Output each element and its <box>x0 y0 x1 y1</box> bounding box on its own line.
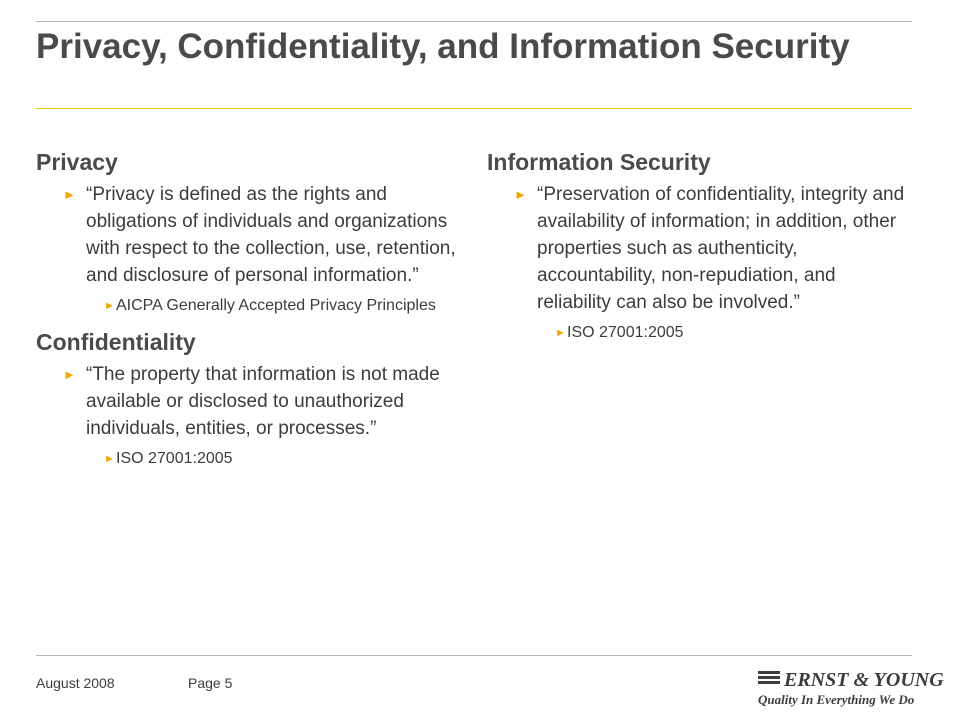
triangle-right-icon: ► <box>63 367 76 382</box>
logo-mark-icon <box>758 671 780 689</box>
top-divider <box>36 21 912 22</box>
triangle-right-icon: ► <box>555 327 566 339</box>
triangle-right-icon: ► <box>514 187 527 202</box>
footer-page-number: Page 5 <box>188 675 233 691</box>
triangle-right-icon: ► <box>104 453 115 465</box>
information-security-quote: “Preservation of confidentiality, integrity and availability of information; in addition, other properties such as authenticity, accountability, non-repudiation, and reliability can also be involved.” <box>537 184 905 313</box>
logo-brand: ERNST & YOUNG <box>784 669 944 691</box>
information-security-source-item <box>487 322 912 344</box>
confidentiality-source-item <box>36 448 476 470</box>
footer-date: August 2008 <box>36 675 115 691</box>
title-underline <box>36 108 912 109</box>
information-security-source: ISO 27001:2005 <box>567 324 684 341</box>
information-security-definition <box>487 181 912 316</box>
privacy-source-item <box>36 295 476 317</box>
footer-divider <box>36 655 912 656</box>
confidentiality-heading: Confidentiality <box>36 329 196 355</box>
triangle-right-icon: ► <box>104 300 115 312</box>
privacy-source: AICPA Generally Accepted Privacy Principles <box>116 297 436 314</box>
slide-title: Privacy, Confidentiality, and Information Security <box>36 27 850 66</box>
privacy-heading: Privacy <box>36 149 118 175</box>
confidentiality-source: ISO 27001:2005 <box>116 450 233 467</box>
information-security-heading: Information Security <box>487 149 711 175</box>
privacy-quote: “Privacy is defined as the rights and obligations of individuals and organizations with respect to the collection, use, retention, and disclosure of personal information.” <box>86 184 456 286</box>
ernst-young-logo <box>758 667 944 709</box>
triangle-right-icon: ► <box>63 187 76 202</box>
confidentiality-definition <box>36 361 476 442</box>
left-column <box>36 147 476 470</box>
confidentiality-quote: “The property that information is not made available or disclosed to unauthorized individuals, entities, or processes.” <box>86 364 440 439</box>
right-column <box>487 147 912 344</box>
privacy-definition <box>36 181 476 289</box>
logo-tagline: Quality In Everything We Do <box>758 692 915 707</box>
